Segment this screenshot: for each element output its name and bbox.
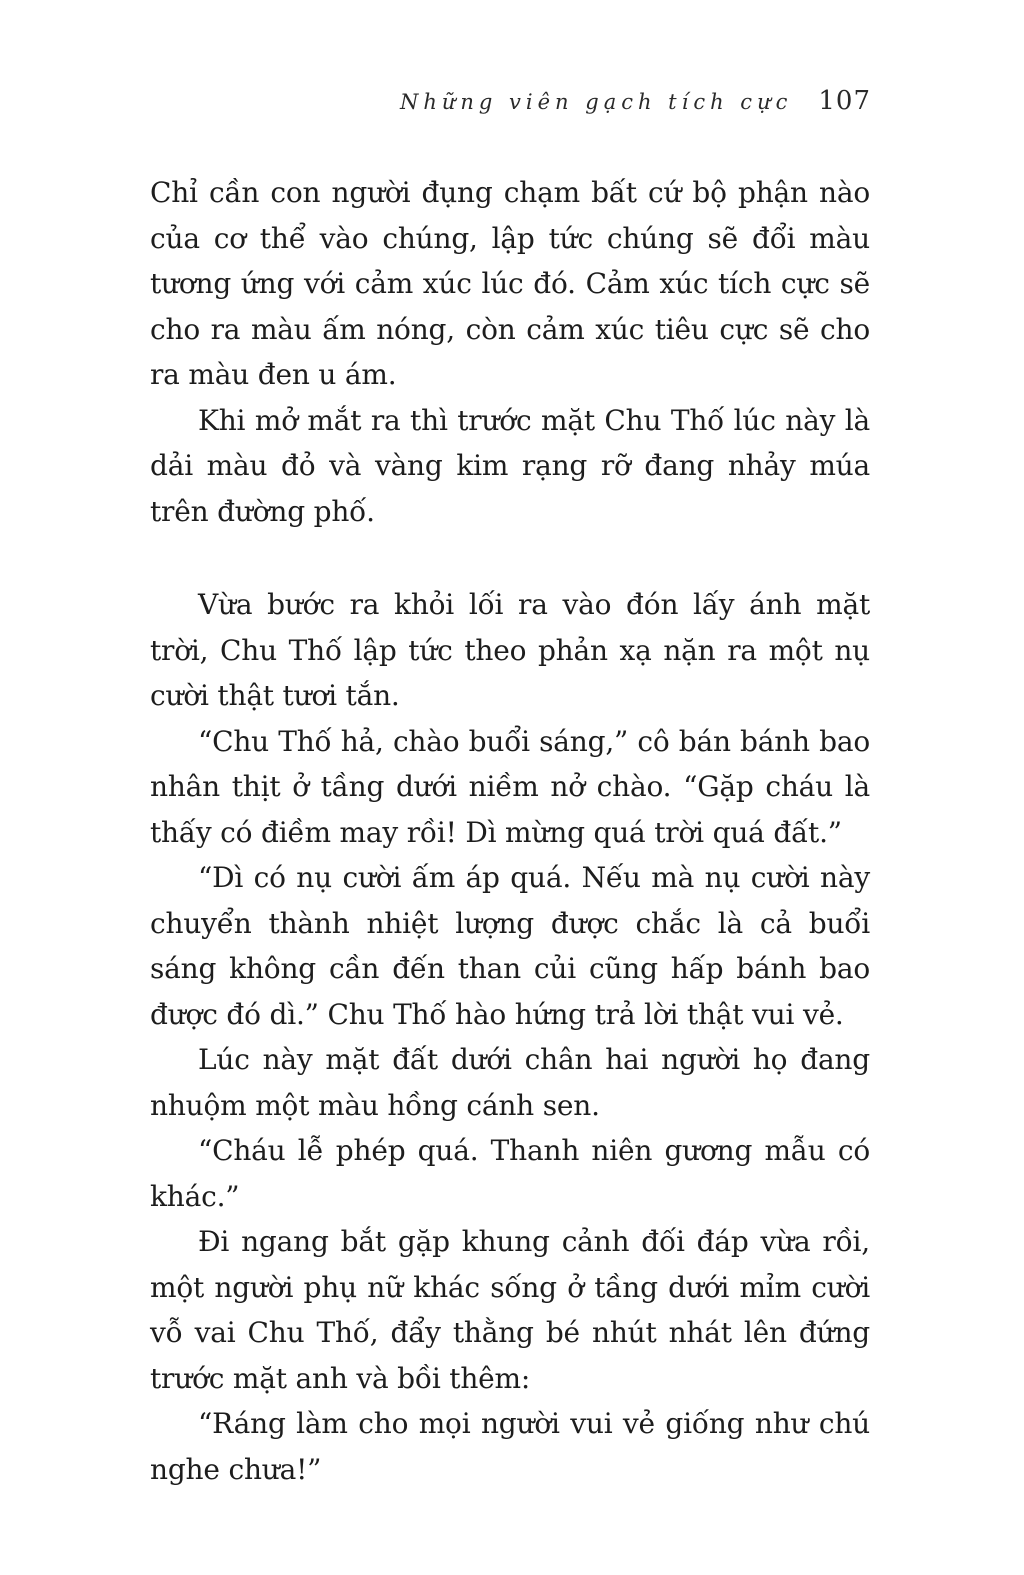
paragraph: Khi mở mắt ra thì trước mặt Chu Thố lúc này là dải màu đỏ và vàng kim rạng rỡ đang nhảy múa trên đường phố. <box>150 403 870 528</box>
text-section-two <box>150 582 870 1492</box>
page-header <box>400 86 871 116</box>
text-section-one <box>150 170 870 534</box>
paragraph: Lúc này mặt đất dưới chân hai người họ đang nhuộm một màu hồng cánh sen. <box>150 1043 870 1122</box>
paragraph: Vừa bước ra khỏi lối ra vào đón lấy ánh mặt trời, Chu Thố lập tức theo phản xạ nặn ra một nụ cười thật tươi tắn. <box>150 588 870 712</box>
paragraph: “Chu Thố hả, chào buổi sáng,” cô bán bánh bao nhân thịt ở tầng dưới niềm nở chào. “Gặp cháu là thấy có điềm may rồi! Dì mừng quá trời quá đất.” <box>150 724 870 849</box>
paragraph: “Ráng làm cho mọi người vui vẻ giống như chú nghe chưa!” <box>150 1407 870 1486</box>
paragraph: Đi ngang bắt gặp khung cảnh đối đáp vừa rồi, một người phụ nữ khác sống ở tầng dưới mỉm cười vỗ vai Chu Thố, đẩy thằng bé nhút nhát lên đứng trước mặt anh và bồi thêm: <box>150 1225 870 1395</box>
running-title: Những viên gạch tích cực <box>399 90 793 114</box>
paragraph: Chỉ cần con người đụng chạm bất cứ bộ phận nào của cơ thể vào chúng, lập tức chúng sẽ đổi màu tương ứng với cảm xúc lúc đó. Cảm xúc tích cực sẽ cho ra màu ấm nóng, còn cảm xúc tiêu cực sẽ cho ra màu đen u ám. <box>150 176 870 391</box>
page-number: 107 <box>818 86 871 116</box>
paragraph: “Cháu lễ phép quá. Thanh niên gương mẫu có khác.” <box>150 1134 870 1213</box>
paragraph: “Dì có nụ cười ấm áp quá. Nếu mà nụ cười này chuyển thành nhiệt lượng được chắc là cả buổi sáng không cần đến than củi cũng hấp bánh bao được đó dì.” Chu Thố hào hứng trả lời thật vui vẻ. <box>150 861 870 1031</box>
